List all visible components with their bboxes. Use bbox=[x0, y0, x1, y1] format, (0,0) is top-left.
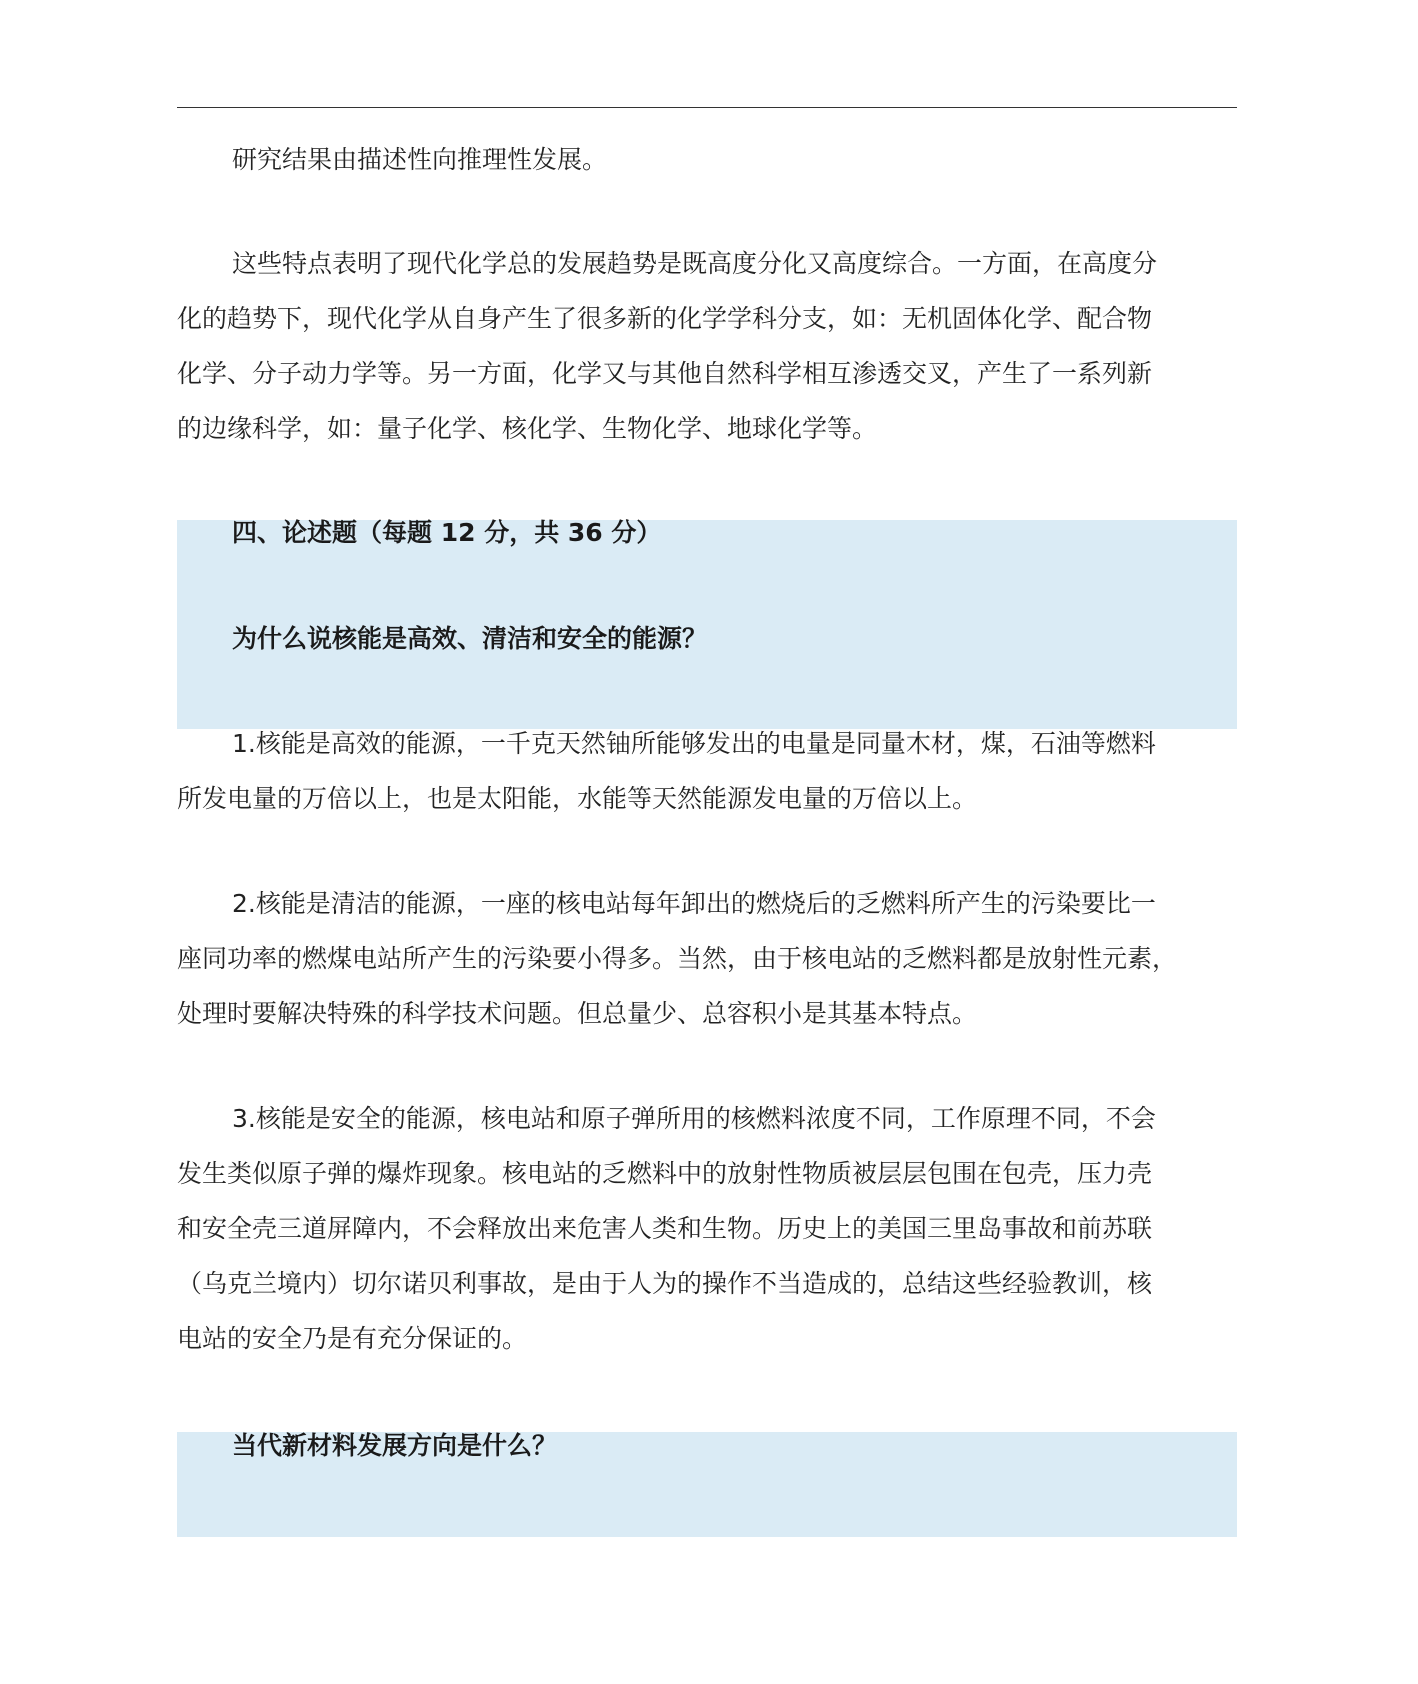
text-line: 所发电量的万倍以上，也是太阳能，水能等天然能源发电量的万倍以上。 bbox=[177, 784, 978, 813]
question-heading: 当代新材料发展方向是什么？ bbox=[232, 1431, 558, 1460]
text-line: 座同功率的燃煤电站所产生的污染要小得多。当然，由于核电站的乏燃料都是放射性元素， bbox=[177, 944, 1178, 973]
header-rule bbox=[177, 107, 1237, 108]
question-heading: 为什么说核能是高效、清洁和安全的能源？ bbox=[232, 624, 708, 653]
answer-point-2 bbox=[177, 876, 1241, 1041]
answer-point-1 bbox=[177, 716, 1241, 826]
summary-paragraph bbox=[177, 236, 1241, 456]
section-title: 四、论述题（每题 12 分，共 36 分） bbox=[232, 518, 662, 547]
text-line: 的边缘科学，如：量子化学、核化学、生物化学、地球化学等。 bbox=[177, 414, 878, 443]
text-line: 和安全壳三道屏障内，不会释放出来危害人类和生物。历史上的美国三里岛事故和前苏联 bbox=[177, 1214, 1153, 1243]
text-line: （乌克兰境内）切尔诺贝利事故，是由于人为的操作不当造成的，总结这些经验教训，核 bbox=[177, 1269, 1153, 1298]
text-line: 3.核能是安全的能源，核电站和原子弹所用的核燃料浓度不同，工作原理不同，不会 bbox=[232, 1104, 1156, 1133]
text-line: 1.核能是高效的能源，一千克天然铀所能够发出的电量是同量木材，煤，石油等燃料 bbox=[232, 729, 1156, 758]
answer-point-3 bbox=[177, 1091, 1241, 1366]
text-line: 研究结果由描述性向推理性发展。 bbox=[232, 145, 608, 174]
text-line: 电站的安全乃是有充分保证的。 bbox=[177, 1324, 528, 1353]
text-line: 化的趋势下，现代化学从自身产生了很多新的化学学科分支，如：无机固体化学、配合物 bbox=[177, 304, 1153, 333]
continuation-line bbox=[177, 132, 1241, 187]
text-line: 这些特点表明了现代化学总的发展趋势是既高度分化又高度综合。一方面，在高度分 bbox=[232, 249, 1158, 278]
text-line: 发生类似原子弹的爆炸现象。核电站的乏燃料中的放射性物质被层层包围在包壳，压力壳 bbox=[177, 1159, 1153, 1188]
text-line: 2.核能是清洁的能源，一座的核电站每年卸出的燃烧后的乏燃料所产生的污染要比一 bbox=[232, 889, 1156, 918]
text-line: 处理时要解决特殊的科学技术问题。但总量少、总容积小是其基本特点。 bbox=[177, 999, 978, 1028]
text-line: 化学、分子动力学等。另一方面，化学又与其他自然科学相互渗透交叉，产生了一系列新 bbox=[177, 359, 1153, 388]
